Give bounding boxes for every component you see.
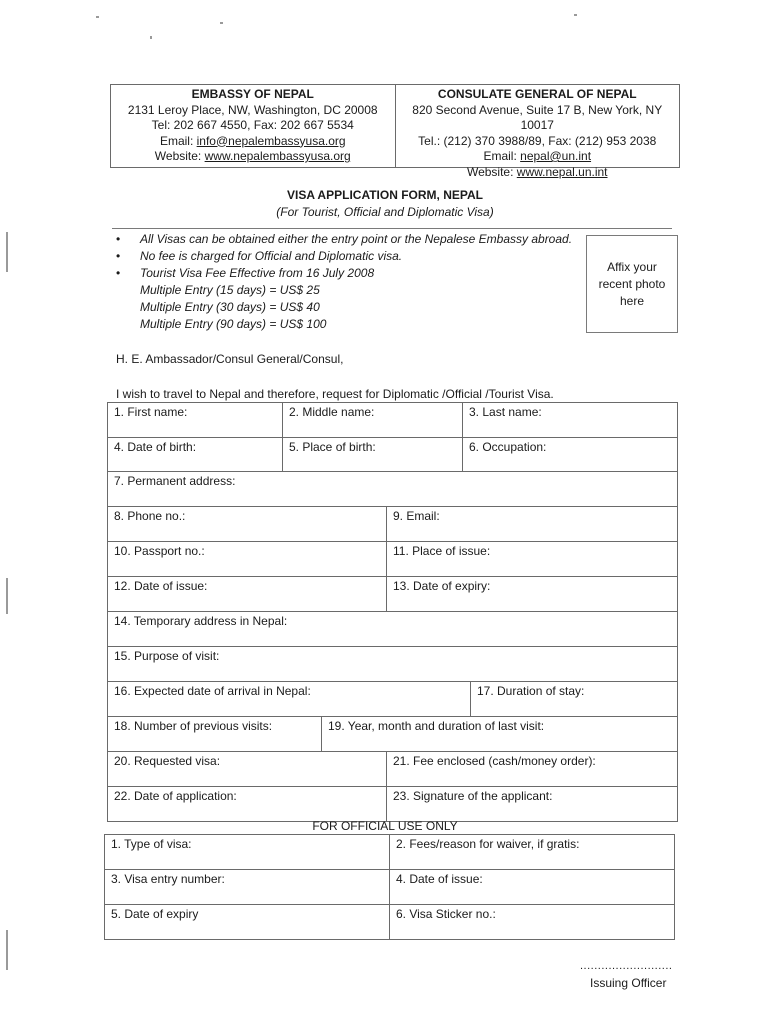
passport-number-field[interactable]: 10. Passport no.: bbox=[114, 544, 205, 558]
form-row bbox=[108, 437, 677, 471]
embassy-email-label: Email: bbox=[159, 133, 197, 148]
embassy-website-label: Website: bbox=[154, 149, 205, 163]
fee-line: Multiple Entry (15 days) = US$ 25 bbox=[140, 283, 320, 297]
form-row bbox=[105, 904, 674, 939]
bullet-icon: • bbox=[116, 232, 121, 246]
form-row bbox=[108, 471, 677, 506]
phone-field[interactable]: 8. Phone no.: bbox=[114, 509, 186, 523]
fee-line: Multiple Entry (90 days) = US$ 100 bbox=[140, 317, 327, 331]
consulate-title: CONSULATE GENERAL OF NEPAL bbox=[437, 87, 637, 101]
form-row bbox=[108, 576, 677, 611]
temporary-address-field[interactable]: 14. Temporary address in Nepal: bbox=[114, 614, 288, 628]
applicant-signature-field[interactable]: 23. Signature of the applicant: bbox=[386, 787, 677, 821]
photo-label-line: Affix your bbox=[607, 259, 657, 274]
email-field[interactable]: 9. Email: bbox=[386, 507, 677, 541]
last-visit-field[interactable]: 19. Year, month and duration of last visit: bbox=[321, 717, 677, 751]
consulate-website-line bbox=[396, 165, 680, 181]
embassy-title: EMBASSY OF NEPAL bbox=[191, 87, 314, 101]
date-of-expiry-field[interactable]: 13. Date of expiry: bbox=[386, 577, 677, 611]
form-row bbox=[108, 506, 677, 541]
date-of-birth-field[interactable]: 4. Date of birth: bbox=[114, 440, 197, 454]
note-item bbox=[116, 265, 586, 282]
fee-enclosed-field[interactable]: 21. Fee enclosed (cash/money order): bbox=[386, 752, 677, 786]
consulate-website-link[interactable]: www.nepal.un.int bbox=[516, 164, 608, 179]
form-row bbox=[108, 751, 677, 786]
first-name-field[interactable]: 1. First name: bbox=[114, 405, 188, 419]
issuing-officer-label: Issuing Officer bbox=[590, 976, 667, 990]
scan-speck bbox=[574, 14, 577, 16]
form-row bbox=[105, 835, 674, 869]
consulate-address: 820 Second Avenue, Suite 17 B, New York, NY 10017 bbox=[412, 102, 663, 132]
divider bbox=[112, 228, 672, 229]
embassy-block bbox=[111, 85, 395, 167]
intro-text: I wish to travel to Nepal and therefore, request for Diplomatic /Official /Tourist Visa. bbox=[116, 387, 554, 401]
salutation: H. E. Ambassador/Consul General/Consul, bbox=[116, 352, 344, 366]
fee-line: Multiple Entry (30 days) = US$ 40 bbox=[140, 300, 320, 314]
embassy-website-link[interactable]: www.nepalembassyusa.org bbox=[204, 149, 351, 163]
photo-label-line: recent photo bbox=[598, 276, 666, 291]
fee-waiver-field[interactable]: 2. Fees/reason for waiver, if gratis: bbox=[389, 835, 674, 869]
consulate-email-line bbox=[396, 149, 680, 165]
consulate-block bbox=[395, 85, 680, 179]
visa-sticker-number-field[interactable]: 6. Visa Sticker no.: bbox=[389, 905, 674, 939]
form-row bbox=[108, 716, 677, 751]
consulate-email-label: Email: bbox=[483, 149, 521, 163]
arrival-date-field[interactable]: 16. Expected date of arrival in Nepal: bbox=[114, 684, 311, 698]
photo-label-line: here bbox=[619, 293, 645, 308]
form-row bbox=[108, 541, 677, 576]
form-row bbox=[108, 611, 677, 646]
occupation-field[interactable]: 6. Occupation: bbox=[462, 438, 677, 471]
middle-name-field[interactable]: 2. Middle name: bbox=[282, 403, 462, 437]
last-name-field[interactable]: 3. Last name: bbox=[462, 403, 677, 437]
official-date-of-expiry-field[interactable]: 5. Date of expiry bbox=[111, 907, 199, 921]
previous-visits-field[interactable]: 18. Number of previous visits: bbox=[114, 719, 273, 733]
bullet-icon: • bbox=[116, 249, 121, 263]
note-text: No fee is charged for Official and Diplomatic visa. bbox=[140, 249, 403, 263]
note-text: All Visas can be obtained either the entry point or the Nepalese Embassy abroad. bbox=[140, 232, 573, 246]
embassy-website-line bbox=[111, 149, 395, 165]
form-row bbox=[108, 403, 677, 437]
scan-speck bbox=[6, 578, 8, 614]
header-address-box bbox=[110, 84, 680, 179]
consulate-phone: Tel.: (212) 370 3988/89, Fax: (212) 953 2038 bbox=[418, 133, 657, 148]
scan-speck bbox=[220, 22, 223, 24]
visa-type-field[interactable]: 1. Type of visa: bbox=[111, 837, 192, 851]
duration-of-stay-field[interactable]: 17. Duration of stay: bbox=[470, 682, 677, 716]
purpose-of-visit-field[interactable]: 15. Purpose of visit: bbox=[114, 649, 220, 663]
note-item bbox=[116, 248, 586, 265]
requested-visa-field[interactable]: 20. Requested visa: bbox=[114, 754, 221, 768]
note-text: Tourist Visa Fee Effective from 16 July 2008 bbox=[140, 266, 375, 280]
visa-notes bbox=[116, 231, 586, 333]
form-row bbox=[105, 869, 674, 904]
consulate-website-label: Website: bbox=[466, 164, 517, 179]
date-of-application-field[interactable]: 22. Date of application: bbox=[114, 789, 237, 803]
official-date-of-issue-field[interactable]: 4. Date of issue: bbox=[389, 870, 674, 904]
scan-speck bbox=[6, 232, 8, 272]
photo-box[interactable] bbox=[586, 235, 678, 333]
consulate-email-link[interactable]: nepal@un.int bbox=[520, 149, 592, 163]
applicant-form-grid bbox=[107, 402, 678, 822]
embassy-address: 2131 Leroy Place, NW, Washington, DC 20008 bbox=[127, 102, 378, 117]
scan-speck bbox=[96, 16, 99, 18]
visa-entry-number-field[interactable]: 3. Visa entry number: bbox=[111, 872, 225, 886]
note-item bbox=[116, 231, 586, 248]
place-of-birth-field[interactable]: 5. Place of birth: bbox=[282, 438, 462, 471]
bullet-icon: • bbox=[116, 266, 121, 280]
place-of-issue-field[interactable]: 11. Place of issue: bbox=[386, 542, 677, 576]
scan-speck bbox=[150, 36, 152, 39]
form-subtitle: (For Tourist, Official and Diplomatic Visa) bbox=[276, 205, 494, 219]
permanent-address-field[interactable]: 7. Permanent address: bbox=[114, 474, 236, 488]
form-title: VISA APPLICATION FORM, NEPAL bbox=[286, 188, 483, 202]
form-row bbox=[108, 786, 677, 821]
scan-speck bbox=[6, 930, 8, 970]
embassy-phone: Tel: 202 667 4550, Fax: 202 667 5534 bbox=[151, 118, 354, 132]
official-use-grid bbox=[104, 834, 675, 940]
embassy-email-link[interactable]: info@nepalembassyusa.org bbox=[196, 133, 346, 148]
form-row bbox=[108, 646, 677, 681]
form-row bbox=[108, 681, 677, 716]
embassy-email-line bbox=[111, 134, 395, 150]
signature-line: .......................... bbox=[580, 960, 673, 972]
official-use-title: FOR OFFICIAL USE ONLY bbox=[312, 819, 458, 833]
date-of-issue-field[interactable]: 12. Date of issue: bbox=[114, 579, 208, 593]
